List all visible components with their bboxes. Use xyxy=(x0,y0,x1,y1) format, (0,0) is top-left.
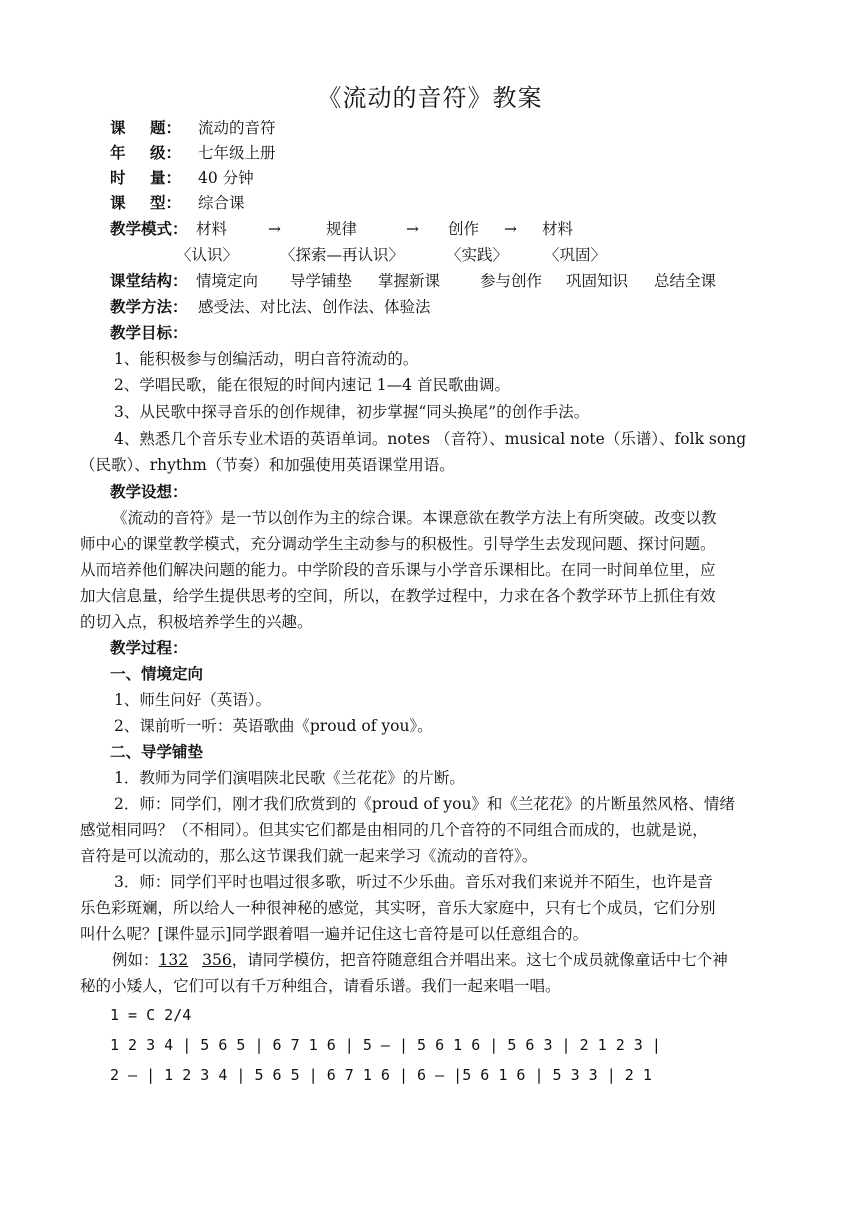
goal-item: 3、从民歌中探寻音乐的创作规律，初步掌握“同头换尾”的创作手法。 xyxy=(114,403,590,421)
meta-label: 量： xyxy=(150,168,182,187)
meta-label: 题： xyxy=(150,118,182,137)
structure-item: 掌握新课 xyxy=(378,272,441,290)
meta-label: 时 xyxy=(110,168,126,187)
teaching-mode-row xyxy=(110,218,574,240)
meta-value: 综合课 xyxy=(198,194,245,212)
example-notes-b: 356 xyxy=(202,951,232,969)
meta-row-grade xyxy=(110,142,276,164)
meta-row-duration xyxy=(110,167,254,189)
mode-step: 材料 xyxy=(196,220,228,238)
meta-label: 课 xyxy=(110,193,126,212)
design-line: 师中心的课堂教学模式，充分调动学生主动参与的积极性。引导学生去发现问题、探讨问题。 xyxy=(80,535,716,553)
paragraph-line: 乐色彩斑斓，所以给人一种很神秘的感觉，其实呀，音乐大家庭中，只有七个成员，它们分别 xyxy=(80,899,716,917)
mode-step: 材料 xyxy=(542,220,574,238)
section-heading: 二、导学铺垫 xyxy=(110,742,204,761)
score-row-2: 2 — | 1 2 3 4 | 5 6 5 | 6 7 1 6 | 6 — |5 6 1 6 | 5 3 3 | 2 1 xyxy=(110,1066,652,1084)
section-item: 1、师生问好（英语）。 xyxy=(114,691,272,709)
score-key: 1 = C 2/4 xyxy=(110,1006,192,1024)
arrow-icon: → xyxy=(268,220,281,238)
meta-label: 课 xyxy=(110,118,126,137)
example-prefix: 例如： xyxy=(112,951,159,969)
process-heading: 教学过程： xyxy=(110,638,188,657)
arrow-icon: → xyxy=(504,220,517,238)
meta-value: 40 分钟 xyxy=(198,169,254,187)
teaching-method-label: 教学方法： xyxy=(110,297,188,316)
mode-note: 〈认识〉 xyxy=(176,246,239,264)
paragraph-line: 音符是可以流动的，那么这节课我们就一起来学习《流动的音符》。 xyxy=(80,847,538,865)
example-text: ，请同学模仿，把音符随意组合并唱出来。这七个成员就像童话中七个神 xyxy=(231,951,728,969)
mode-note: 〈探索—再认识〉 xyxy=(280,246,405,264)
example-notes-a: 132 xyxy=(158,951,189,969)
goal-item: 2、学唱民歌，能在很短的时间内速记 1—4 首民歌曲调。 xyxy=(114,376,510,394)
structure-item: 总结全课 xyxy=(654,272,717,290)
score-row-1: 1 2 3 4 | 5 6 5 | 6 7 1 6 | 5 — | 5 6 1 6 | 5 6 3 | 2 1 2 3 | xyxy=(110,1036,661,1054)
meta-value: 七年级上册 xyxy=(198,144,276,162)
meta-row-topic xyxy=(110,117,276,139)
design-line: 从而培养他们解决问题的能力。中学阶段的音乐课与小学音乐课相比。在同一时间单位里，应 xyxy=(80,561,716,579)
teaching-method-value: 感受法、对比法、创作法、体验法 xyxy=(198,298,431,316)
paragraph-line: 叫什么呢？[课件显示]同学跟着唱一遍并记住这七音符是可以任意组合的。 xyxy=(80,925,589,943)
teaching-method-row xyxy=(110,296,431,318)
goal-item-continued: （民歌）、rhythm（节奏）和加强使用英语课堂用语。 xyxy=(80,456,455,474)
paragraph-line: 感觉相同吗？（不相同）。但其实它们都是由相同的几个音符的不同组合而成的，也就是说， xyxy=(80,821,708,839)
mode-note: 〈巩固〉 xyxy=(544,246,607,264)
structure-item: 情境定向 xyxy=(196,272,259,290)
arrow-icon: → xyxy=(406,220,419,238)
paragraph-line: 3．师：同学们平时也唱过很多歌，听过不少乐曲。音乐对我们来说并不陌生，也许是音 xyxy=(114,873,713,891)
structure-item: 参与创作 xyxy=(480,272,543,290)
class-structure-label: 课堂结构： xyxy=(110,271,188,290)
design-line: 《流动的音符》是一节以创作为主的综合课。本课意欲在教学方法上有所突破。改变以教 xyxy=(112,509,717,527)
document-title: 《流动的音符》教案 xyxy=(317,84,543,112)
meta-value: 流动的音符 xyxy=(198,119,276,137)
section-item: 1．教师为同学们演唱陕北民歌《兰花花》的片断。 xyxy=(114,769,465,787)
meta-row-type xyxy=(110,192,245,214)
structure-item: 导学铺垫 xyxy=(290,272,353,290)
mode-step: 规律 xyxy=(326,220,358,238)
meta-label: 年 xyxy=(110,143,126,162)
mode-note: 〈实践〉 xyxy=(446,246,509,264)
meta-label: 级： xyxy=(150,143,182,162)
example-line-2: 秘的小矮人，它们可以有千万种组合，请看乐谱。我们一起来唱一唱。 xyxy=(80,977,561,995)
class-structure-row xyxy=(110,270,750,292)
structure-item: 巩固知识 xyxy=(566,272,629,290)
design-line: 的切入点，积极培养学生的兴趣。 xyxy=(80,613,313,631)
section-heading: 一、情境定向 xyxy=(110,664,204,683)
goal-item: 1、能积极参与创编活动，明白音符流动的。 xyxy=(114,350,419,368)
mode-step: 创作 xyxy=(448,220,480,238)
design-line: 加大信息量，给学生提供思考的空间，所以，在教学过程中，力求在各个教学环节上抓住有效 xyxy=(80,587,716,605)
goal-item: 4、熟悉几个音乐专业术语的英语单词。notes （音符）、musical note（乐谱）、folk song xyxy=(114,430,747,448)
design-heading: 教学设想： xyxy=(110,482,188,501)
goals-heading: 教学目标： xyxy=(110,323,188,342)
example-line xyxy=(112,949,728,971)
paragraph-line: 2．师：同学们，刚才我们欣赏到的《proud of you》和《兰花花》的片断虽然风格、情绪 xyxy=(114,795,735,813)
teaching-mode-label: 教学模式： xyxy=(110,219,188,238)
meta-label: 型： xyxy=(150,193,182,212)
section-item: 2、课前听一听：英语歌曲《proud of you》。 xyxy=(114,717,433,735)
